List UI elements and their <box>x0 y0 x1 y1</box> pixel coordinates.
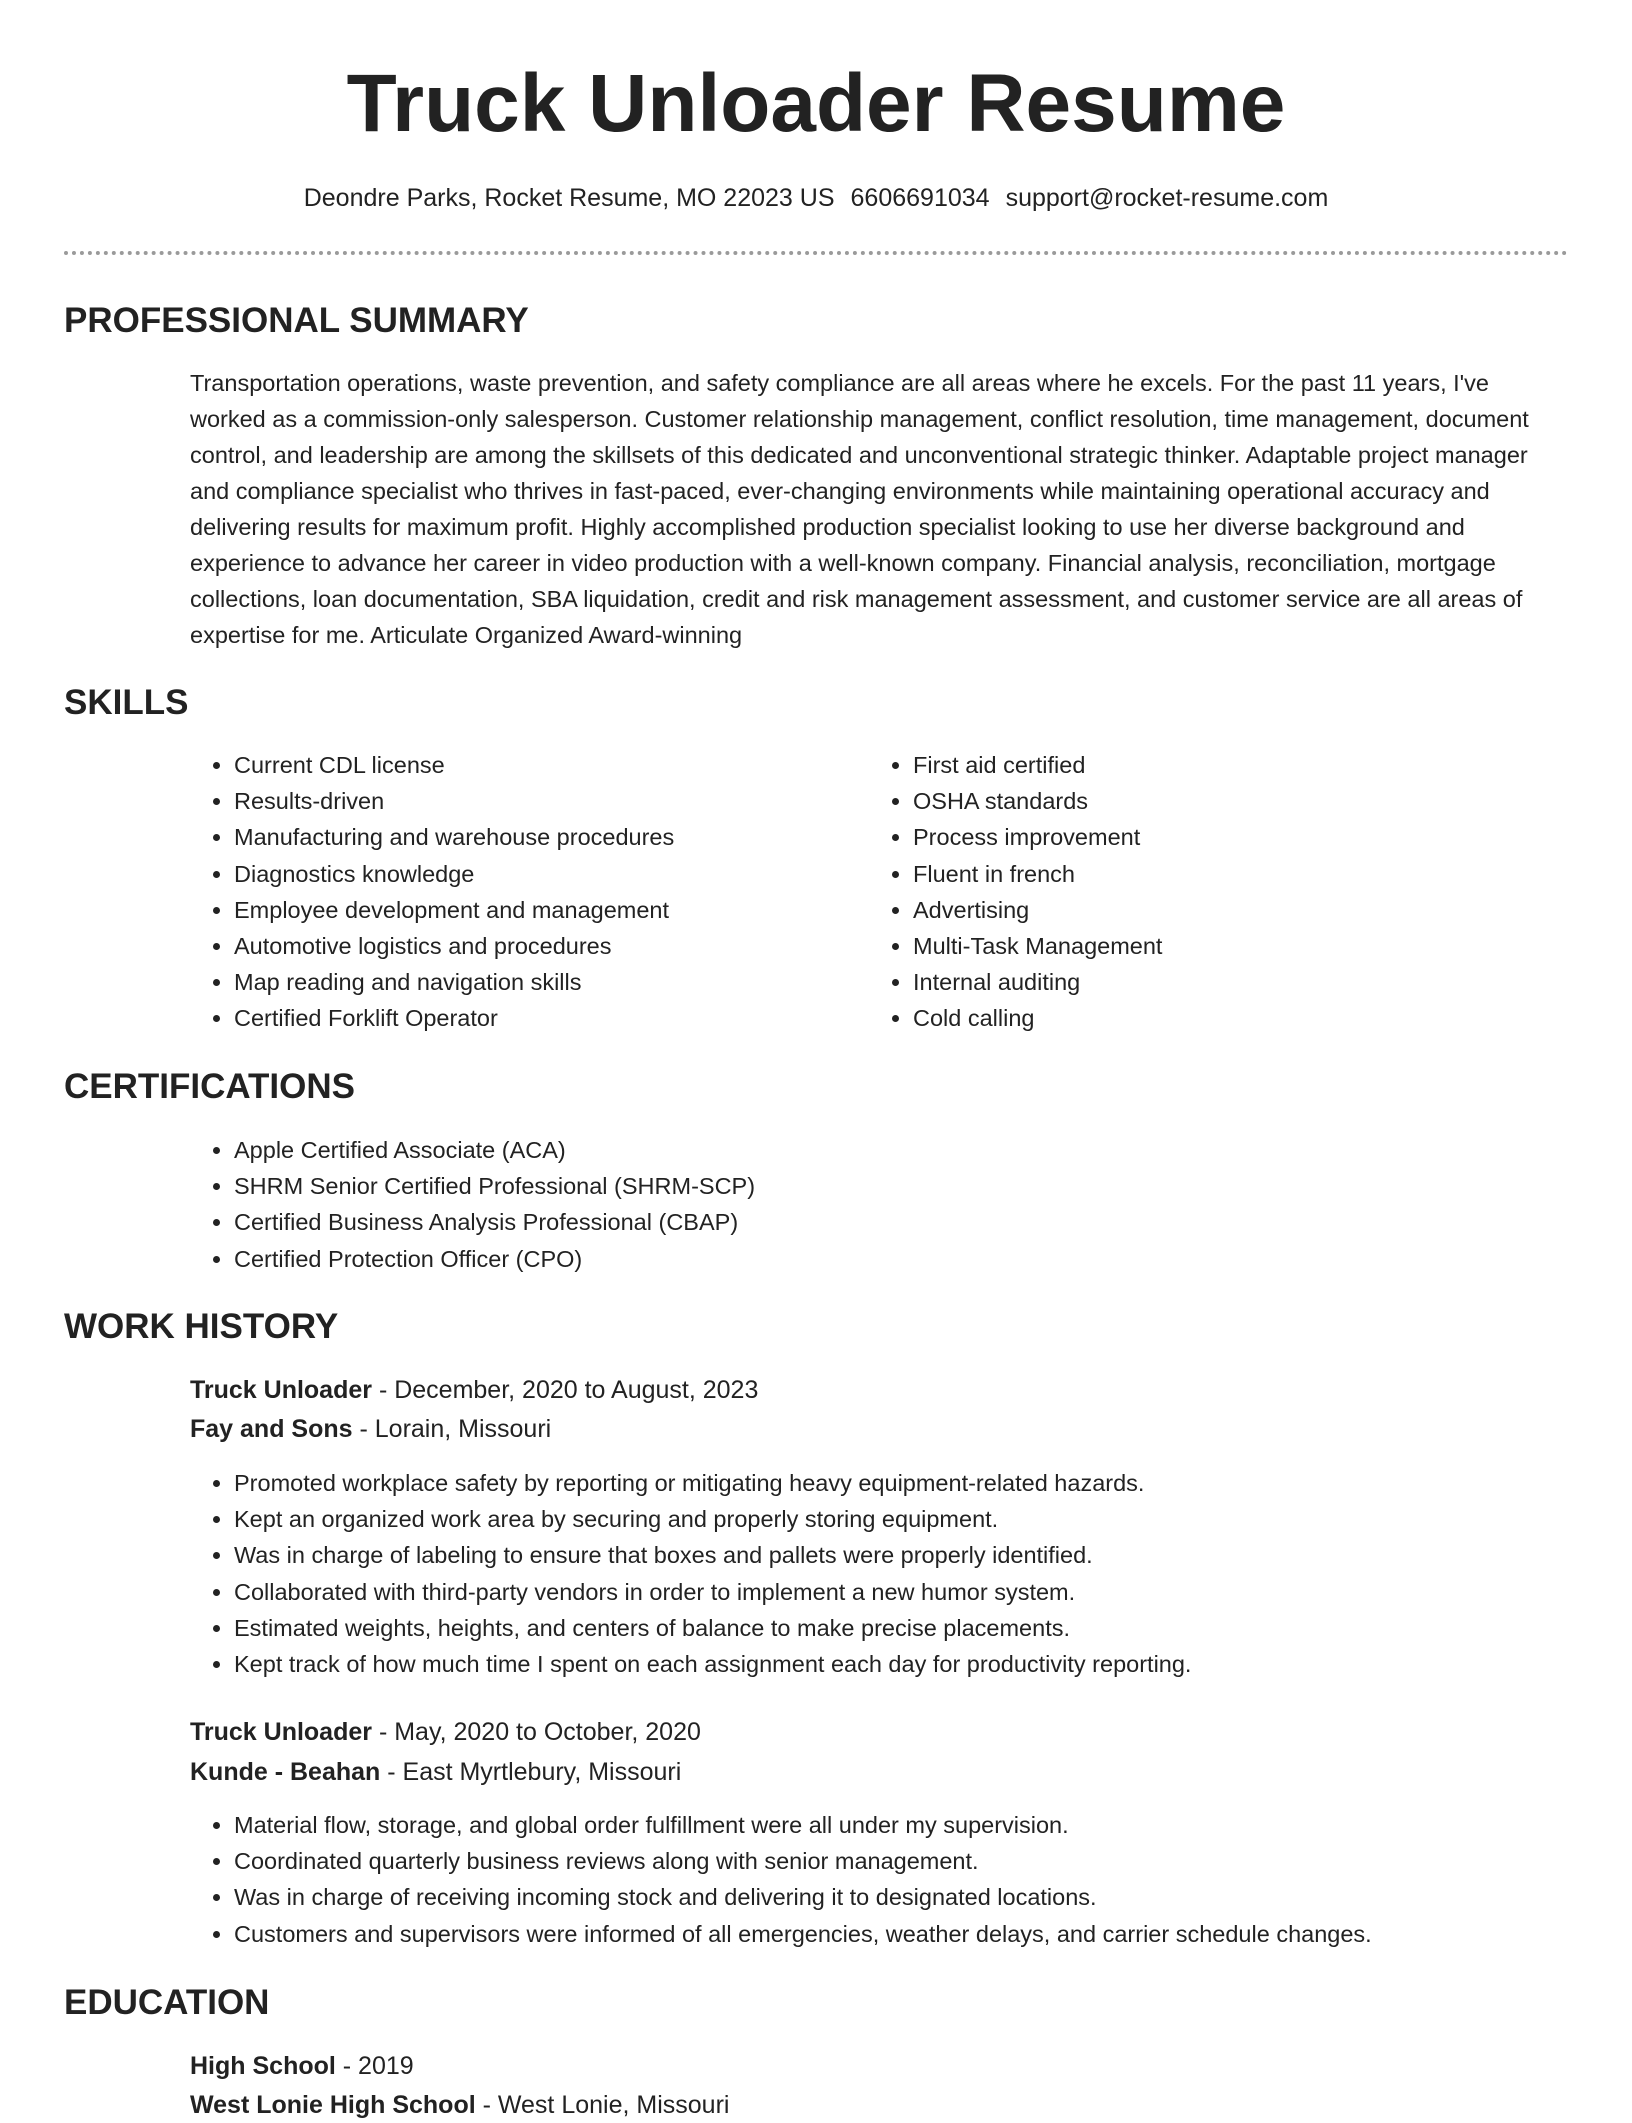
education-location: - West Lonie, Missouri <box>475 2091 730 2119</box>
skill-item: • Certified Forklift Operator <box>234 1000 854 1036</box>
skill-item: • Cold calling <box>913 1000 1533 1036</box>
job-location: - East Myrtlebury, Missouri <box>380 1758 682 1786</box>
job-company: Kunde - Beahan <box>190 1758 381 1786</box>
job-duties-list <box>190 1807 1614 1952</box>
job-duty-item: • Customers and supervisors were informed of all emergencies, weather delays, and carrier schedule changes. <box>234 1916 1614 1952</box>
certification-item: • Apple Certified Associate (ACA) <box>234 1132 1534 1168</box>
job-duty-item: • Kept an organized work area by securing and properly storing equipment. <box>234 1501 1614 1537</box>
job-title: Truck Unloader <box>190 1376 372 1404</box>
skills-list-left <box>190 747 854 1037</box>
skill-item: • Internal auditing <box>913 964 1533 1000</box>
job-duty-item: • Promoted workplace safety by reporting or mitigating heavy equipment-related hazards. <box>234 1465 1614 1501</box>
resume-title: Truck Unloader Resume <box>346 58 1286 149</box>
education-degree: High School <box>190 2052 336 2080</box>
job-duty-item: • Estimated weights, heights, and centers of balance to make precise placements. <box>234 1610 1614 1646</box>
skill-item: • Map reading and navigation skills <box>234 964 854 1000</box>
contact-email: support@rocket-resume.com <box>1005 184 1329 212</box>
job-title-line <box>190 1372 758 1408</box>
skill-item: • Employee development and management <box>234 892 854 928</box>
skill-item: • Diagnostics knowledge <box>234 856 854 892</box>
skill-item: • Advertising <box>913 892 1533 928</box>
job-location: - Lorain, Missouri <box>352 1415 552 1443</box>
job-duty-item: • Collaborated with third-party vendors in order to implement a new humor system. <box>234 1574 1614 1610</box>
contact-address: Deondre Parks, Rocket Resume, MO 22023 US <box>303 184 835 212</box>
job-title: Truck Unloader <box>190 1718 372 1746</box>
job-duty-item: • Material flow, storage, and global order fulfillment were all under my supervision. <box>234 1807 1614 1843</box>
education-school: West Lonie High School <box>190 2091 476 2119</box>
skill-item: • Results-driven <box>234 783 854 819</box>
skill-item: • Current CDL license <box>234 747 854 783</box>
certifications-list <box>190 1132 1534 1277</box>
certifications-heading: CERTIFICATIONS <box>64 1067 356 1106</box>
certification-item: • SHRM Senior Certified Professional (SHRM-SCP) <box>234 1168 1534 1204</box>
skill-item: • Multi-Task Management <box>913 928 1533 964</box>
skill-item: • Process improvement <box>913 819 1533 855</box>
skill-item: • Automotive logistics and procedures <box>234 928 854 964</box>
skill-item: • OSHA standards <box>913 783 1533 819</box>
job-company-line <box>190 1411 551 1447</box>
job-company: Fay and Sons <box>190 1415 353 1443</box>
contact-phone: 6606691034 <box>850 184 990 212</box>
work-history-heading: WORK HISTORY <box>64 1307 339 1346</box>
job-duty-item: • Kept track of how much time I spent on each assignment each day for productivity reporting. <box>234 1646 1614 1682</box>
job-duties-list <box>190 1465 1614 1682</box>
job-dates: - May, 2020 to October, 2020 <box>372 1718 701 1746</box>
skills-heading: SKILLS <box>64 683 189 722</box>
contact-line <box>0 180 1632 216</box>
skill-item: • Fluent in french <box>913 856 1533 892</box>
job-title-line <box>190 1714 701 1750</box>
skill-item: • First aid certified <box>913 747 1533 783</box>
education-heading: EDUCATION <box>64 1983 270 2022</box>
job-duty-item: • Coordinated quarterly business reviews along with senior management. <box>234 1843 1614 1879</box>
header-divider <box>64 251 1568 255</box>
education-year: - 2019 <box>335 2052 414 2080</box>
job-duty-item: • Was in charge of labeling to ensure that boxes and pallets were properly identified. <box>234 1537 1614 1573</box>
certification-item: • Certified Business Analysis Professional (CBAP) <box>234 1204 1534 1240</box>
certification-item: • Certified Protection Officer (CPO) <box>234 1241 1534 1277</box>
skills-list-right <box>869 747 1533 1037</box>
job-dates: - December, 2020 to August, 2023 <box>372 1376 759 1404</box>
job-company-line <box>190 1754 681 1790</box>
education-degree-line <box>190 2048 414 2084</box>
job-duty-item: • Was in charge of receiving incoming stock and delivering it to designated locations. <box>234 1879 1614 1915</box>
summary-heading: PROFESSIONAL SUMMARY <box>64 301 529 340</box>
education-school-line <box>190 2087 729 2123</box>
summary-text: Transportation operations, waste prevention, and safety compliance are all areas where he excels. For the past 11 years, I've worked as a commission-only salesperson. Customer relationship management, conflict resolution, time management, document control, and leadership are among the skillsets of this dedicated and unconventional strategic thinker. Adaptable project manager and compliance specialist who thrives in fast-paced, ever-changing environments while maintaining operational accuracy and delivering results for maximum profit. Highly accomplished production specialist looking to use her diverse background and experience to advance her career in video production with a well-known company. Financial analysis, reconciliation, mortgage collections, loan documentation, SBA liquidation, credit and risk management assessment, and customer service are all areas of expertise for me. Articulate Organized Award-winning <box>190 370 1529 648</box>
skill-item: • Manufacturing and warehouse procedures <box>234 819 854 855</box>
